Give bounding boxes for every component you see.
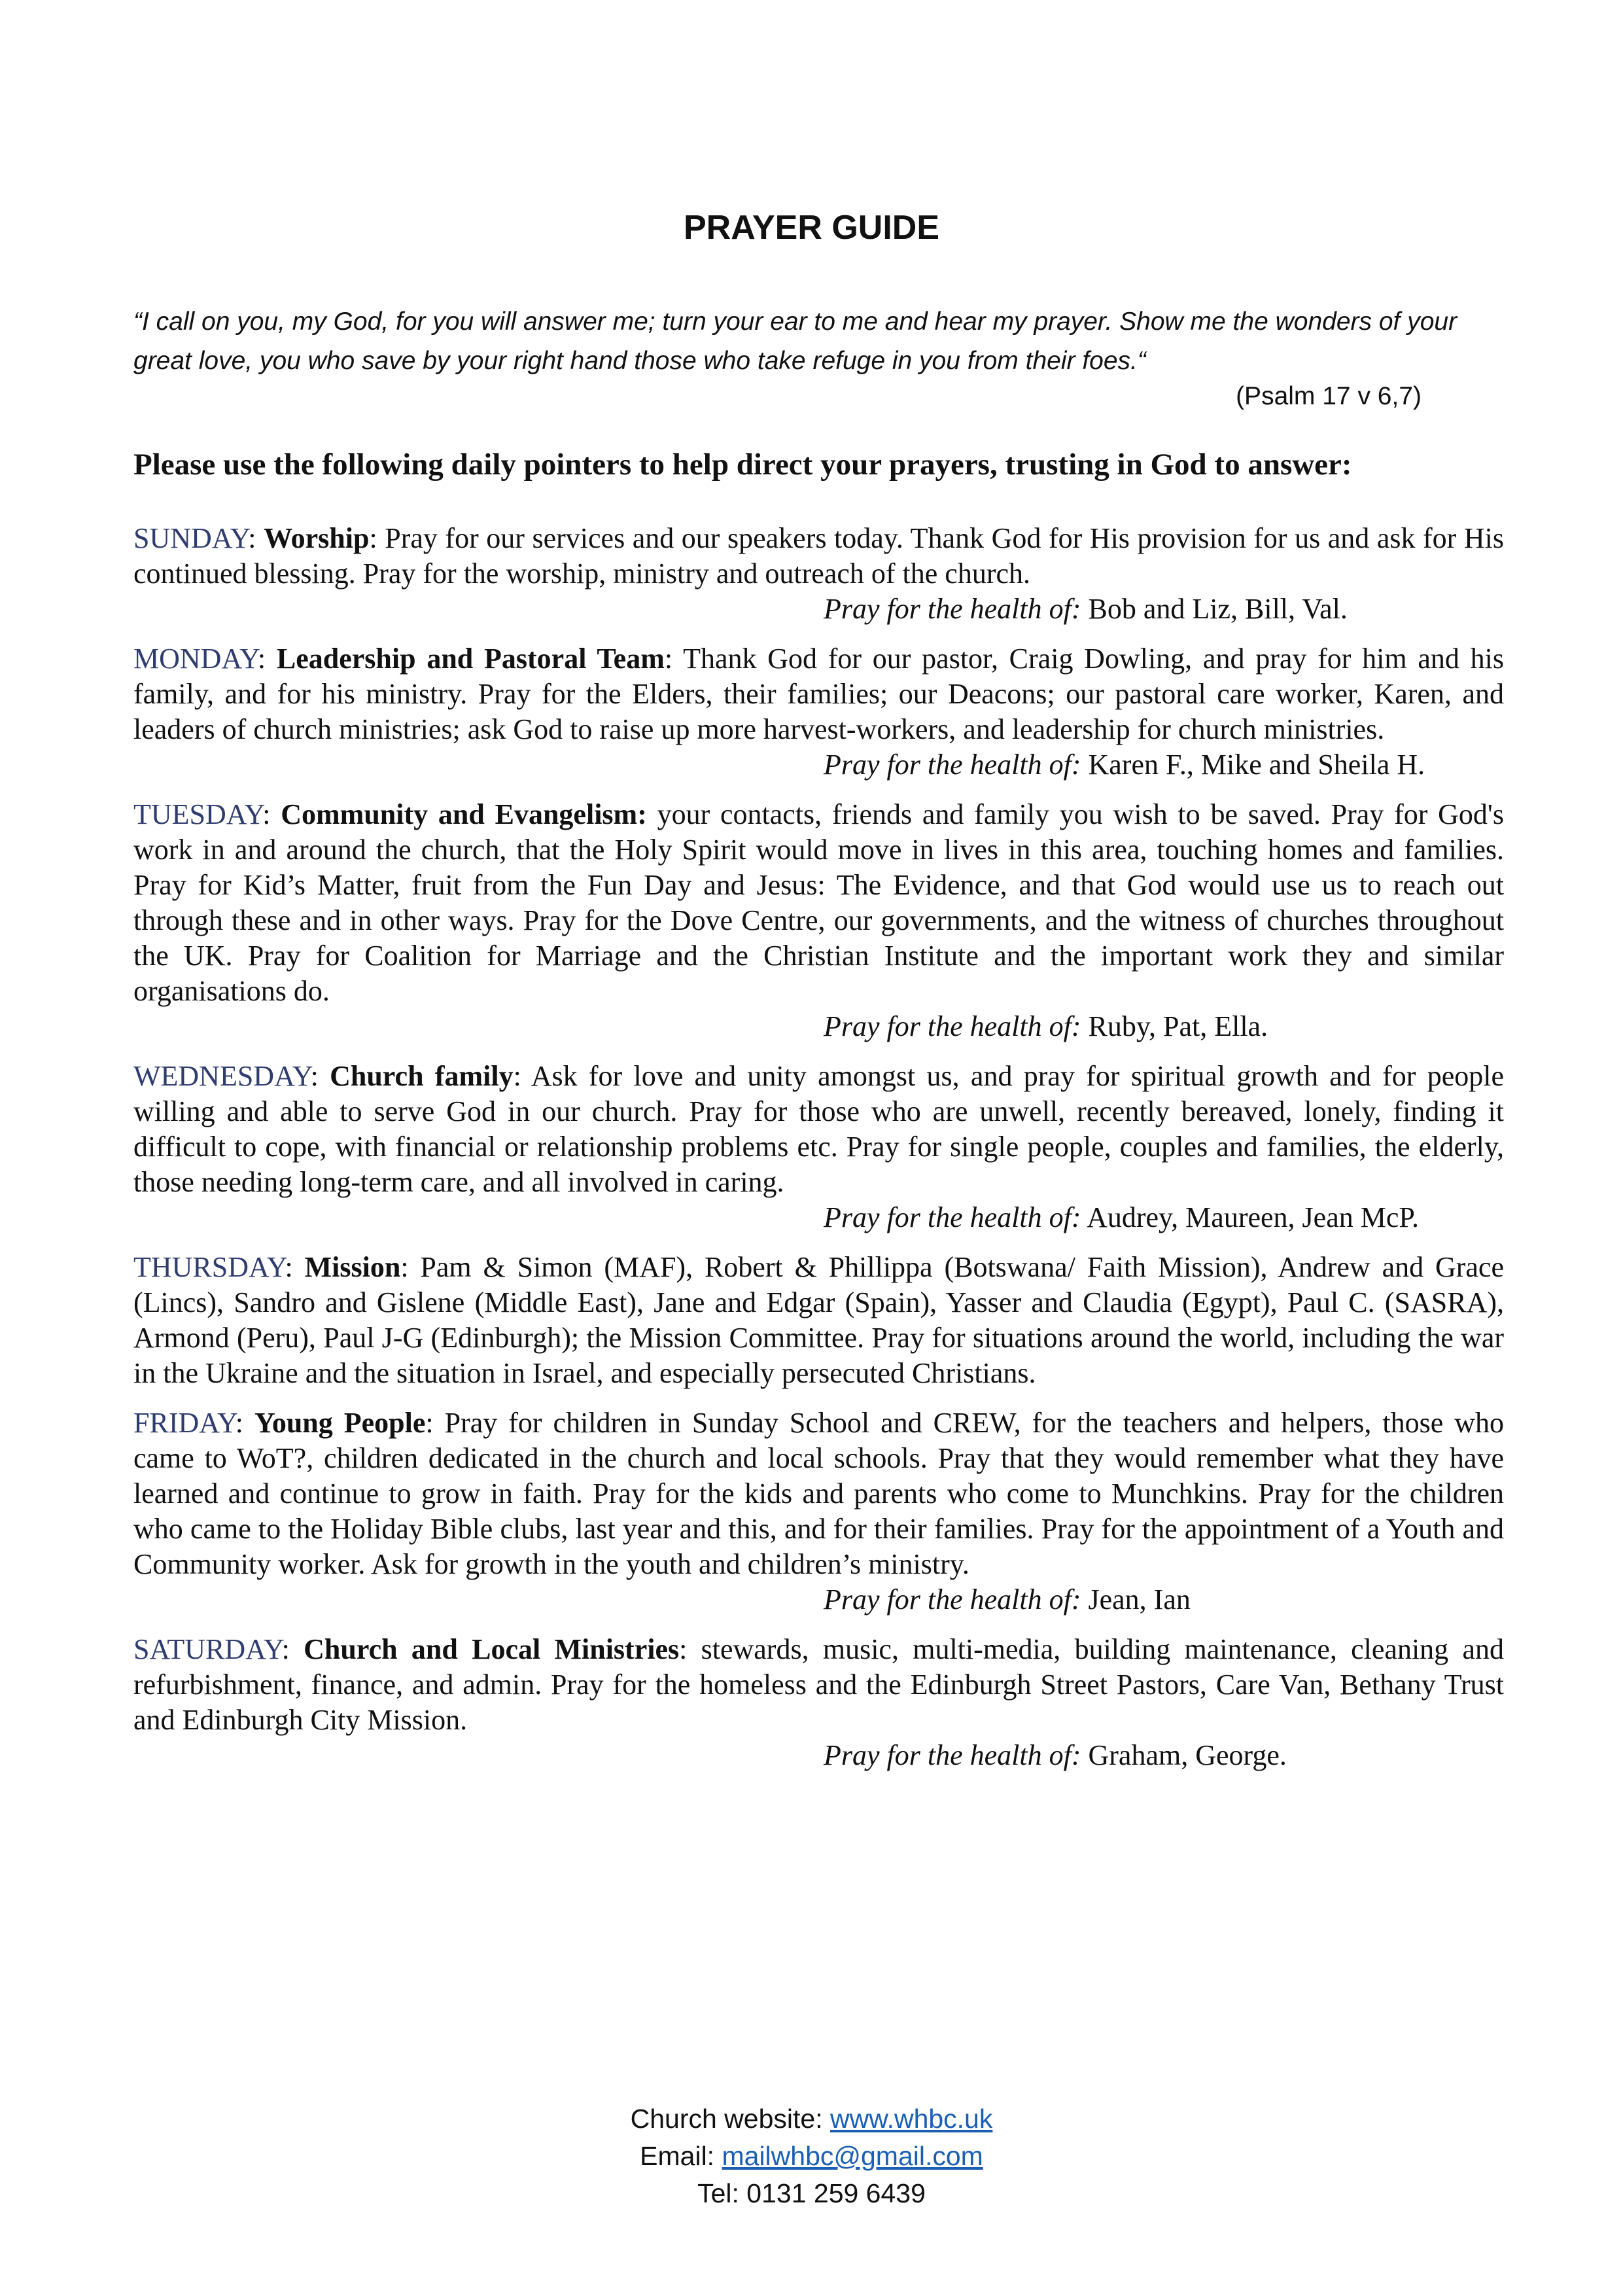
- psalm-reference: (Psalm 17 v 6,7): [1236, 382, 1422, 410]
- day-text: your contacts, friends and family you wish to be saved. Pray for God's work in and around the church, that the Holy Spirit would move in lives in this area, touching homes and families. Pray for Kid’s Matter, fruit from the Fun Day and Jesus: The Evidence, and that God would use us to reach out through these and in other ways. Pray for the Dove Centre, our governments, and the witness of churches throughout the UK. Pray for Coalition for Marriage and the Christian Institute and the important work they and similar organisations do.: [133, 798, 1504, 1007]
- health-label: Pray for the health of:: [824, 1010, 1081, 1042]
- day-friday: FRIDAY: Young People: Pray for children in Sunday School and CREW, for the teachers and helpers, those who came to WoT?, children dedicated in the church and local schools. Pray that they would remember what they have learned and continue to grow in faith. Pray for the kids and parents who come to Munchkins. Pray for the children who came to the Holiday Bible clubs, last year and this, and for their families. Pray for the appointment of a Youth and Community worker. Ask for growth in the youth and children’s ministry. Pray for the health of: Jean, Ian: [133, 1405, 1504, 1617]
- day-text: Pray for our services and our speakers today. Thank God for His provision for us and ask for His continued blessing. Pray for the worship, ministry and outreach of the church.: [133, 522, 1504, 590]
- day-theme: Worship: [264, 522, 370, 554]
- health-names: Graham, George.: [1088, 1739, 1287, 1771]
- health-line: [133, 1738, 1504, 1773]
- day-sunday: SUNDAY: Worship: Pray for our services and our speakers today. Thank God for His provision for us and ask for His continued blessing. Pray for the worship, ministry and outreach of the church. Pray for the health of: Bob and Liz, Bill, Val.: [133, 521, 1504, 627]
- day-wednesday: WEDNESDAY: Church family: Ask for love and unity amongst us, and pray for spiritual growth and for people willing and able to serve God in our church. Pray for those who are unwell, recently bereaved, lonely, finding it difficult to cope, with financial or relationship problems etc. Pray for single people, couples and families, the elderly, those needing long-term care, and all involved in caring. Pray for the health of: Audrey, Maureen, Jean McP.: [133, 1059, 1504, 1235]
- health-names: Karen F., Mike and Sheila H.: [1088, 749, 1425, 781]
- day-text: Pam & Simon (MAF), Robert & Phillippa (Botswana/ Faith Mission), Andrew and Grace (Lincs), Sandro and Gislene (Middle East), Jane and Edgar (Spain), Yasser and Claudia (Egypt), Paul C. (SASRA), Armond (Peru), Paul J-G (Edinburgh); the Mission Committee. Pray for situations around the world, including the war in the Ukraine and the situation in Israel, and especially persecuted Christians.: [133, 1251, 1504, 1389]
- day-name: THURSDAY: [133, 1251, 285, 1283]
- health-line: [133, 1582, 1504, 1617]
- day-name: TUESDAY: [133, 798, 263, 830]
- day-theme: Mission: [304, 1251, 401, 1283]
- page-title: PRAYER GUIDE: [683, 209, 940, 247]
- email-link[interactable]: mailwhbc@gmail.com: [722, 2141, 983, 2171]
- health-label: Pray for the health of:: [824, 1201, 1081, 1233]
- health-label: Pray for the health of:: [824, 749, 1081, 781]
- day-tuesday: TUESDAY: Community and Evangelism: your contacts, friends and family you wish to be saved. Pray for God's work in and around the church, that the Holy Spirit would move in lives in this area, touching homes and families. Pray for Kid’s Matter, fruit from the Fun Day and Jesus: The Evidence, and that God would use us to reach out through these and in other ways. Pray for the Dove Centre, our governments, and the witness of churches throughout the UK. Pray for Coalition for Marriage and the Christian Institute and the important work they and similar organisations do. Pray for the health of: Ruby, Pat, Ella.: [133, 797, 1504, 1044]
- day-text: stewards, music, multi-media, building maintenance, cleaning and refurbishment, finance, and admin. Pray for the homeless and the Edinburgh Street Pastors, Care Van, Bethany Trust and Edinburgh City Mission.: [133, 1633, 1504, 1736]
- email-label: Email:: [640, 2141, 715, 2171]
- day-saturday: SATURDAY: Church and Local Ministries: stewards, music, multi-media, building maintenance, cleaning and refurbishment, finance, and admin. Pray for the homeless and the Edinburgh Street Pastors, Care Van, Bethany Trust and Edinburgh City Mission. Pray for the health of: Graham, George.: [133, 1632, 1504, 1773]
- day-theme: Leadership and Pastoral Team: [276, 643, 665, 675]
- health-label: Pray for the health of:: [824, 1583, 1081, 1616]
- health-names: Ruby, Pat, Ella.: [1088, 1010, 1268, 1042]
- health-label: Pray for the health of:: [824, 593, 1081, 625]
- day-theme: Church and Local Ministries: [304, 1633, 680, 1665]
- day-name: MONDAY: [133, 643, 258, 675]
- day-theme: Young People: [254, 1407, 426, 1439]
- day-text: Pray for children in Sunday School and CREW, for the teachers and helpers, those who came to WoT?, children dedicated in the church and local schools. Pray that they would remember what they have learned and continue to grow in faith. Pray for the kids and parents who come to Munchkins. Pray for the children who came to the Holiday Bible clubs, last year and this, and for their families. Pray for the appointment of a Youth and Community worker. Ask for growth in the youth and children’s ministry.: [133, 1407, 1504, 1580]
- day-text: Thank God for our pastor, Craig Dowling, and pray for him and his family, and for his ministry. Pray for the Elders, their families; our Deacons; our pastoral care worker, Karen, and leaders of church ministries; ask God to raise up more harvest-workers, and leadership for church ministries.: [133, 643, 1504, 745]
- website-link[interactable]: www.whbc.uk: [830, 2104, 993, 2134]
- health-line: [133, 592, 1504, 627]
- health-names: Jean, Ian: [1088, 1583, 1191, 1616]
- website-line: [0, 2100, 1623, 2138]
- health-names: Audrey, Maureen, Jean McP.: [1087, 1201, 1419, 1233]
- daily-pointers: [133, 521, 1504, 1788]
- health-line: [133, 1009, 1504, 1044]
- intro-text: Please use the following daily pointers to help direct your prayers, trusting in God to answer:: [133, 448, 1352, 482]
- health-label: Pray for the health of:: [824, 1739, 1081, 1771]
- psalm-quote: “I call on you, my God, for you will answer me; turn your ear to me and hear my prayer. Show me the wonders of your great love, you who save by your right hand those who take refuge in you from their foes.“: [133, 308, 1457, 375]
- day-name: SUNDAY: [133, 522, 249, 554]
- day-name: WEDNESDAY: [133, 1060, 311, 1092]
- contact-footer: [0, 2100, 1623, 2212]
- day-name: SATURDAY: [133, 1633, 282, 1665]
- health-line: [133, 747, 1504, 783]
- day-thursday: THURSDAY: Mission: Pam & Simon (MAF), Robert & Phillippa (Botswana/ Faith Mission), Andrew and Grace (Lincs), Sandro and Gislene (Middle East), Jane and Edgar (Spain), Yasser and Claudia (Egypt), Paul C. (SASRA), Armond (Peru), Paul J-G (Edinburgh); the Mission Committee. Pray for situations around the world, including the war in the Ukraine and the situation in Israel, and especially persecuted Christians.: [133, 1251, 1504, 1389]
- email-line: [0, 2138, 1623, 2175]
- day-name: FRIDAY: [133, 1407, 236, 1439]
- health-names: Bob and Liz, Bill, Val.: [1088, 593, 1348, 625]
- day-text: Ask for love and unity amongst us, and pray for spiritual growth and for people willing and able to serve God in our church. Pray for those who are unwell, recently bereaved, lonely, finding it difficult to cope, with financial or relationship problems etc. Pray for single people, couples and families, the elderly, those needing long-term care, and all involved in caring.: [133, 1060, 1504, 1198]
- day-monday: MONDAY: Leadership and Pastoral Team: Thank God for our pastor, Craig Dowling, and pray for him and his family, and for his ministry. Pray for the Elders, their families; our Deacons; our pastoral care worker, Karen, and leaders of church ministries; ask God to raise up more harvest-workers, and leadership for church ministries. Pray for the health of: Karen F., Mike and Sheila H.: [133, 641, 1504, 783]
- day-theme: Church family: [330, 1060, 514, 1092]
- day-theme: Community and Evangelism:: [281, 798, 647, 830]
- health-line: [133, 1200, 1504, 1235]
- website-label: Church website:: [630, 2104, 823, 2134]
- telephone: Tel: 0131 259 6439: [697, 2178, 926, 2208]
